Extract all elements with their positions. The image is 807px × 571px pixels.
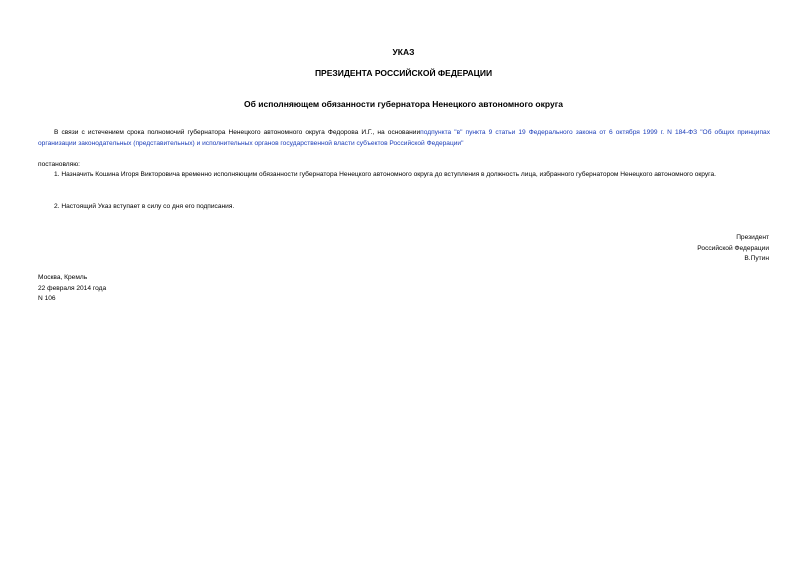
- signature-name: В.Путин: [744, 255, 769, 263]
- signing-place: Москва, Кремль: [38, 274, 88, 281]
- decree-number: N 106: [38, 295, 56, 303]
- signature-position: Президент: [736, 234, 769, 241]
- intro-paragraph: [38, 128, 770, 149]
- place-date-block: [38, 273, 106, 305]
- decree-item-1: [38, 170, 770, 181]
- law-reference-link[interactable]: подпункта "в" пункта 9 статьи 19 Федерального закона от 6 октября 1999 г. N 184-ФЗ "Об общих принципах организации законодательных (представительных) и исполнительных органов государственной власти субъектов Российской Федерации": [38, 129, 770, 147]
- decree-word: постановляю:: [38, 161, 81, 168]
- decree-item-2-text: 2. Настоящий Указ вступает в силу со дня его подписания.: [54, 203, 235, 210]
- decree-item-1-text: 1. Назначить Кошина Игоря Викторовича временно исполняющим обязанности губернатора Ненецкого автономного округа до вступления в должность лица, избранного губернатором Ненецкого автономного округа.: [54, 171, 716, 178]
- document-title: УКАЗ: [392, 47, 415, 57]
- document-subject: Об исполняющем обязанности губернатора Ненецкого автономного округа: [244, 99, 563, 109]
- intro-text: В связи с истечением срока полномочий губернатора Ненецкого автономного округа Федорова И.Г., на основании: [54, 129, 421, 136]
- signature-country: Российской Федерации: [697, 244, 769, 252]
- document-issuer: ПРЕЗИДЕНТА РОССИЙСКОЙ ФЕДЕРАЦИИ: [314, 68, 493, 78]
- decree-item-2: [38, 202, 770, 213]
- signing-date: 22 февраля 2014 года: [38, 284, 107, 292]
- signature-block: [697, 233, 769, 265]
